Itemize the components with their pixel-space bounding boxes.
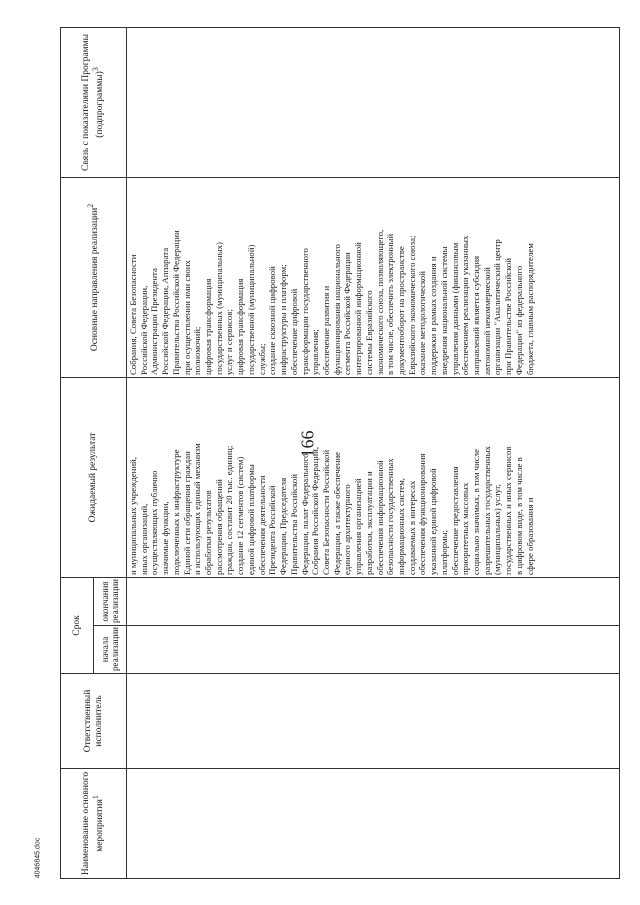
header-directions-footnote: 2: [85, 203, 95, 208]
program-measures-table: [60, 27, 620, 879]
header-name-footnote: 1: [91, 795, 101, 800]
header-term-end: окончания реализации: [94, 577, 127, 625]
cell-directions: Собрания, Совета Безопасности Российской Федерации, Администрации Президента Российской Федерации, Аппарата Правительства Российской Федерации при осуществлении ими своих полномочий; цифровая трансформация государственных (муниципальных) услуг и сервисов; цифровая трансформация государственной (муниципальной) службы; создание сквозной цифровой инфраструктуры и платформ; обеспечение цифровой трансформации государственного управления; обеспечение развития и функционирования национального сегмента Российской Федерации интегрированной информационной системы Евразийского экономического союза, позволяющего, в том числе, обеспечить электронный документооборот на пространстве Евразийского экономического союза; оказание методологической поддержки в рамках создания и внедрения национальной системы управления данными (финансовым обеспечением реализации указанных направлений является субсидия автономной некоммерческой организации "Аналитический центр при Правительстве Российской Федерации" из федерального бюджета, главным распорядителем: [127, 177, 620, 377]
header-term: Срок: [61, 577, 94, 673]
cell-result: и муниципальных учреждений, иных организаций, осуществляющих публично значимые функции, подключенных к инфраструктуре Единой сети обращения граждан и использующих единый механизм обработки результатов рассмотрения обращений граждан, составит 20 тыс. единиц; создание 12 сегментов (систем) единой цифровой платформы обеспечения деятельности Президента Российской Федерации, Председателя Правительства Российской Федерации, палат Федерального Собрания Российской Федерации, Совета Безопасности Российской Федерации, а также обеспечение единого архитектурного управления организацией разработки, эксплуатации и обеспечения информационной безопасности государственных информационных систем, создаваемых в интересах обеспечения функционирования указанной единой цифровой платформы; обеспечение предоставления приоритетных массовых социально значимых, в том числе разрешительных государственных (муниципальных) услуг, государственных и иных сервисов в цифровом виде, в том числе в сфере образования и: [127, 377, 620, 577]
page-number: 166: [297, 430, 318, 458]
header-result: Ожидаемый результат: [61, 377, 127, 577]
cell-link: [127, 27, 620, 177]
cell-name: [127, 769, 620, 879]
table-row: [127, 27, 620, 878]
header-executor: Ответственный исполнитель: [61, 674, 127, 769]
rotated-table-container: [60, 28, 620, 879]
header-link: Связь с показателями Программы (подпрограммы)$^3$: [61, 27, 127, 177]
cell-executor: [127, 674, 620, 769]
header-name: Наименование основного мероприятия$^1$: [61, 769, 127, 879]
cell-term-start: [127, 626, 620, 674]
header-link-footnote: 3: [91, 67, 101, 72]
header-term-start: начала реализации: [94, 626, 127, 674]
cell-term-end: [127, 577, 620, 625]
footer-filename: 4046845.doc: [34, 837, 42, 879]
header-directions: Основные направления реализации$^2$: [61, 177, 127, 377]
